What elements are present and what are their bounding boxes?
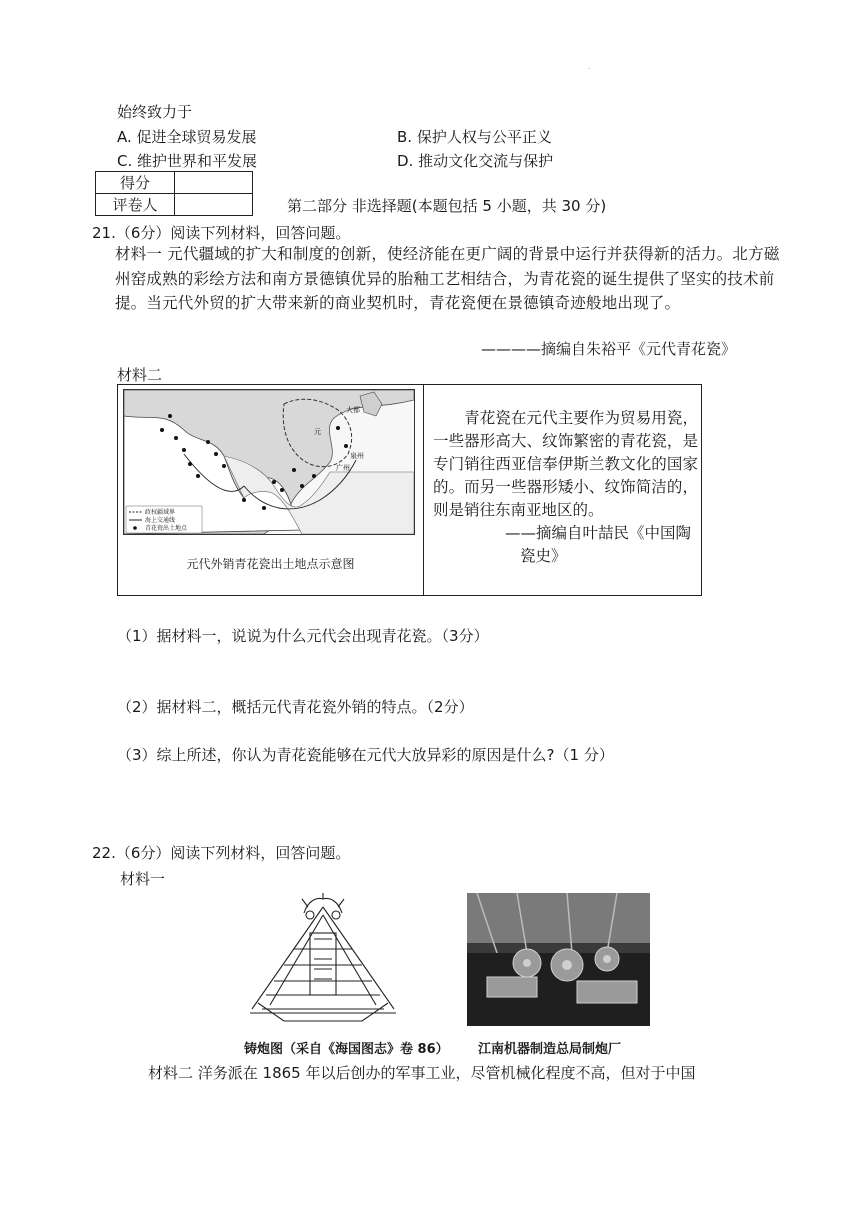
q21-heading: 21.（6分）阅读下列材料，回答问题。 (92, 224, 351, 242)
map-caption: 元代外销青花瓷出土地点示意图 (186, 557, 355, 571)
q20-option-a: A. 促进全球贸易发展 (117, 128, 257, 146)
q22-material1-label: 材料一 (120, 870, 166, 888)
q22-material2: 材料二 洋务派在 1865 年以后创办的军事工业，尽管机械化程度不高，但对于中国 (148, 1064, 696, 1082)
material2-source-1: ——摘编自叶喆民《中国陶 (505, 524, 692, 542)
q20-option-b: B. 保护人权与公平正义 (397, 128, 552, 146)
grader-cell (175, 194, 253, 216)
material2-source-2: 瓷史》 (520, 547, 567, 565)
map-label-quanzhou: 泉州 (350, 452, 364, 460)
score-table (95, 171, 253, 216)
q20-stem-tail: 始终致力于 (117, 103, 193, 121)
page-mark: · (588, 66, 590, 73)
box-divider (423, 385, 424, 595)
map-figure (124, 390, 414, 534)
legend-sea-route: 海上交通线 (145, 517, 176, 524)
material2-body: 青花瓷在元代主要作为贸易用瓷，一些器形高大、纹饰繁密的青花瓷，是专门销往西亚信奉伊斯兰教文化的国家的。而另一些器形矮小、纹饰简洁的，则是销往东南亚地区的。 (433, 409, 698, 519)
q22-heading: 22.（6分）阅读下列材料，回答问题。 (92, 844, 351, 862)
map-label-dadu: 大都 (346, 406, 360, 414)
q21-sub1: （1）据材料一，说说为什么元代会出现青花瓷。（3分） (117, 627, 489, 645)
score-cell (175, 172, 253, 194)
score-label: 得分 (96, 172, 175, 194)
casting-cannon-drawing (244, 893, 402, 1029)
q20-option-d: D. 推动文化交流与保护 (397, 152, 554, 170)
caption-casting-cannon: 铸炮图（采自《海国图志》卷 86） (244, 1042, 449, 1057)
jiangnan-arsenal-photo (467, 893, 650, 1026)
yuan-export-map (123, 389, 415, 535)
q21-material2-label: 材料二 (117, 366, 163, 384)
material2-text (433, 407, 698, 568)
q20-option-c: C. 维护世界和平发展 (117, 152, 258, 170)
map-label-yuan: 元 (314, 428, 321, 436)
q21-material1: 材料一 元代疆域的扩大和制度的创新，使经济能在更广阔的背景中运行并获得新的活力。北方磁州窑成熟的彩绘方法和南方景德镇优异的胎釉工艺相结合，为青花瓷的诞生提供了坚实的技术前提。当元代外贸的扩大带来新的商业契机时，青花瓷便在景德镇奇迹般地出现了。 (115, 245, 780, 312)
legend-find-site: 青花瓷出土地点 (145, 525, 188, 532)
map-label-guangzhou: 广州 (336, 464, 350, 472)
caption-jiangnan-arsenal: 江南机器制造总局制炮厂 (478, 1042, 622, 1057)
grader-label: 评卷人 (96, 194, 175, 216)
q21-material1-source: ————摘编自朱裕平《元代青花瓷》 (481, 340, 737, 358)
section-title: 第二部分 非选择题(本题包括 5 小题，共 30 分) (287, 197, 607, 215)
legend-border: 政权疆域界 (145, 509, 176, 516)
material2-box (117, 384, 702, 596)
q21-sub2: （2）据材料二，概括元代青花瓷外销的特点。（2分） (117, 698, 474, 716)
q21-sub3: （3）综上所述，你认为青花瓷能够在元代大放异彩的原因是什么?（1 分） (117, 746, 614, 764)
